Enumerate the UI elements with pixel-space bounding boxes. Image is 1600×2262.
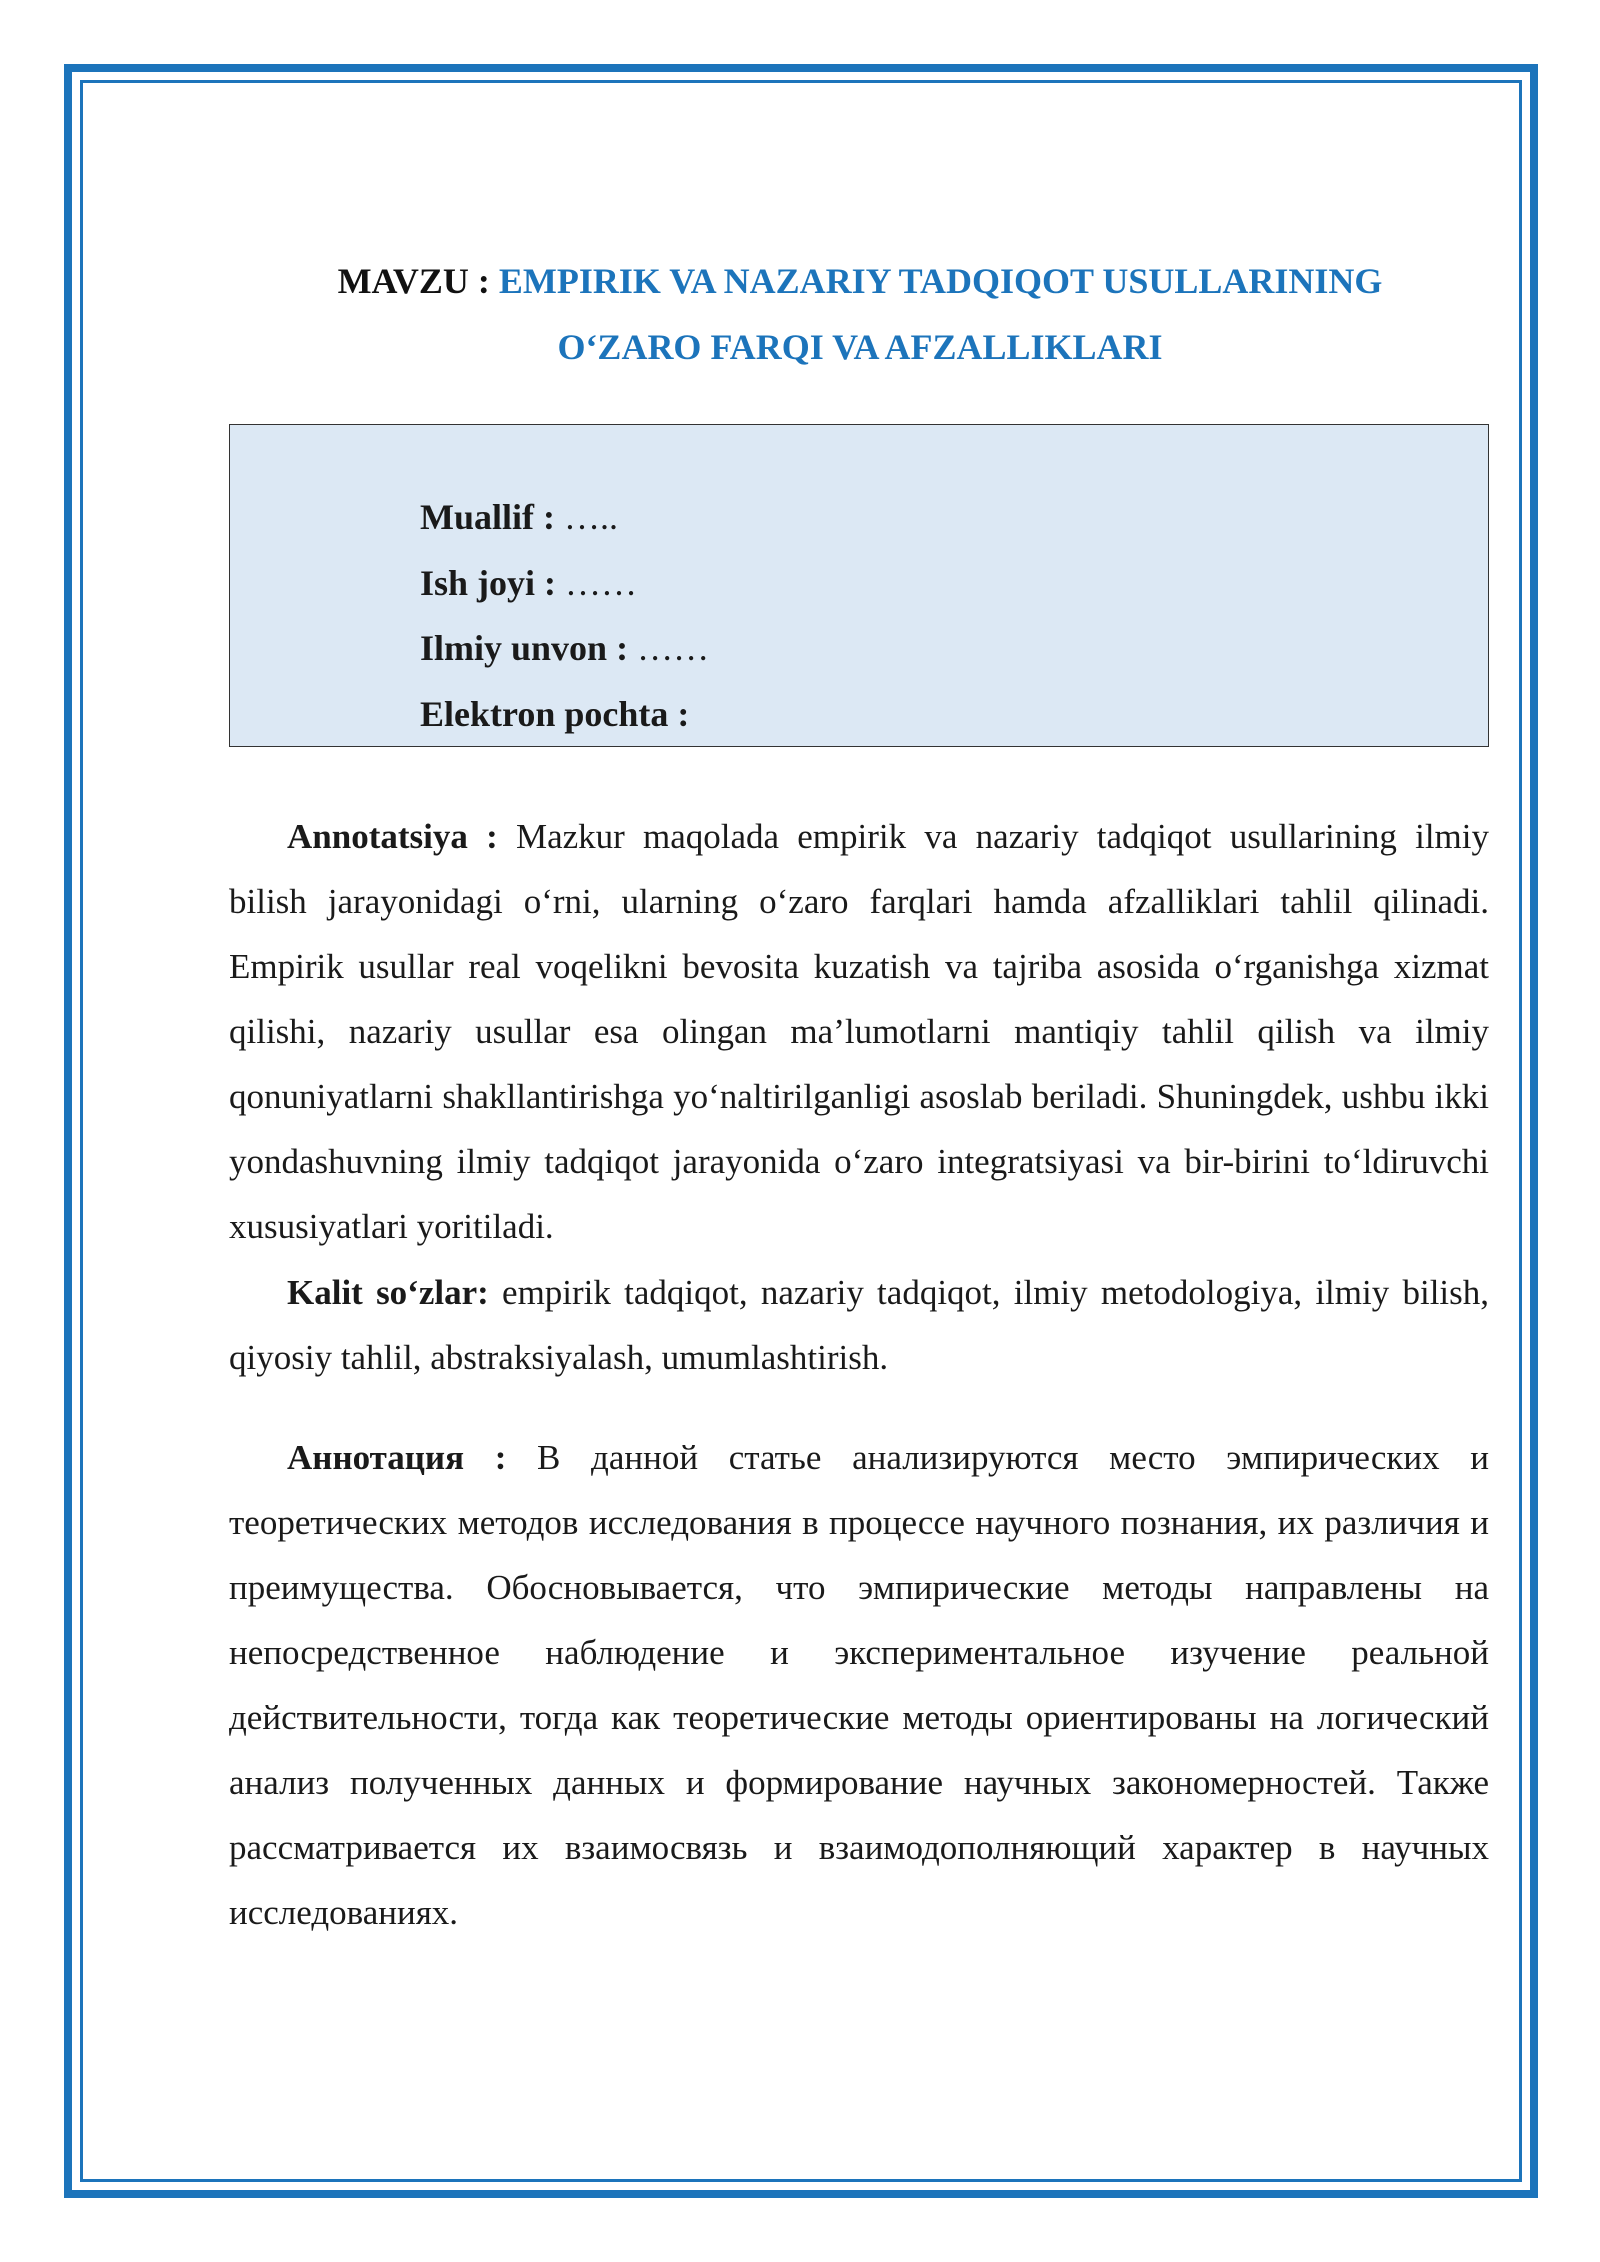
title-label: MAVZU : [337,261,490,301]
email-label: Elektron pochta : [420,693,690,734]
title-topic-line-1: EMPIRIK VA NAZARIY TADQIQOT USULLARINING [498,261,1383,301]
degree-line [420,616,709,682]
keywords-uz-paragraph [229,1260,1489,1390]
workplace-value: …… [565,562,638,603]
annotation-uz-paragraph [229,804,1489,1259]
title-line-2 [230,314,1490,380]
author-value: ….. [563,497,618,537]
title-line-1 [230,248,1490,314]
keywords-uz-text: empirik tadqiqot, nazariy tadqiqot, ilmiy metodologiya, ilmiy bilish, qiyosiy tahlil, abstraksiyalash, umumlashtirish. [229,1273,1490,1377]
author-info-lines [420,485,709,747]
page-title [230,248,1490,380]
author-info-box [229,424,1489,747]
annotation-ru-heading: Аннотация : [287,1438,507,1477]
email-line [420,682,709,748]
annotation-uz-text: Mazkur maqolada empirik va nazariy tadqiqot usullarining ilmiy bilish jarayonidagi o‘rni, ularning o‘zaro farqlari hamda afzalliklari tahlil qilinadi. Empirik usullar real voqelikni bevosita kuzatish va tajriba asosida o‘rganishga xizmat qilishi, nazariy usullar esa olingan ma’lumotlarni mantiqiy tahlil qilish va ilmiy qonuniyatlarni shakllantirishga yo‘naltirilganligi asoslab beriladi. Shuningdek, ushbu ikki yondashuvning ilmiy tadqiqot jarayonida o‘zaro integratsiyasi va bir-birini to‘ldiruvchi xususiyatlari yoritiladi. [229,817,1489,1246]
annotation-ru-paragraph [229,1425,1489,1945]
author-line [420,485,709,551]
annotation-ru-text: В данной статье анализируются место эмпирических и теоретических методов исследования в процессе научного познания, их различия и преимущества. Обосновывается, что эмпирические методы направлены на непосредственное наблюдение и экспериментальное изучение реальной действительности, тогда как теоретические методы ориентированы на логический анализ полученных данных и формирование научных закономерностей. Также рассматривается их взаимосвязь и взаимодополняющий характер в научных исследованиях. [229,1438,1489,1932]
workplace-line [420,551,709,617]
keywords-uz-heading: Kalit so‘zlar: [287,1273,489,1312]
annotation-uz-heading: Annotatsiya : [287,817,498,856]
workplace-label: Ish joyi : [420,562,557,603]
author-label: Muallif : [420,497,555,537]
title-topic-line-2: O‘ZARO FARQI VA AFZALLIKLARI [557,327,1163,367]
degree-label: Ilmiy unvon : [420,628,629,668]
degree-value: …… [637,628,710,668]
